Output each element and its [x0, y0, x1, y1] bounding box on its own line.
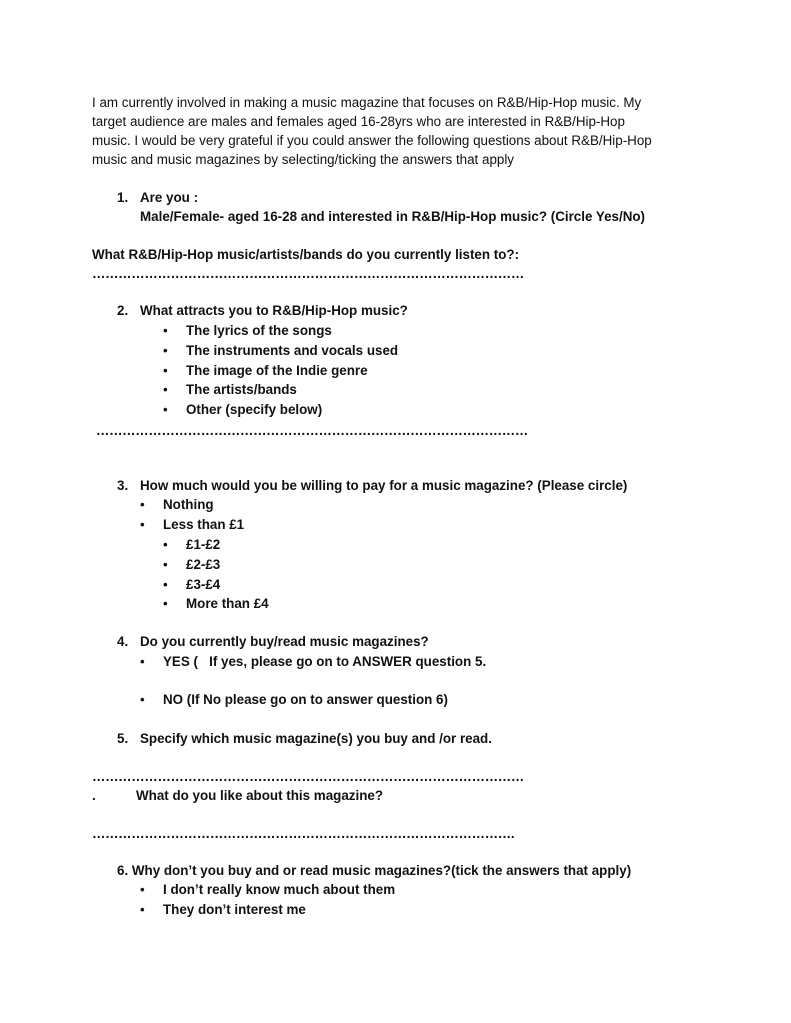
- q2-option-artists[interactable]: • The artists/bands: [186, 381, 297, 399]
- q1-detail: Male/Female- aged 16-28 and interested in R&B/Hip-Hop music? (Circle Yes/No): [140, 209, 646, 224]
- q2-option-other[interactable]: • Other (specify below): [186, 401, 322, 419]
- q3-number: 3.: [117, 478, 129, 493]
- q6-option-no-interest[interactable]: • They don’t interest me: [163, 901, 306, 919]
- q3-option-nothing[interactable]: • Nothing: [163, 496, 214, 514]
- intro-line-2: target audience are males and females aged 16-28yrs who are interested in R&B/Hip-Hop: [92, 114, 625, 129]
- q5-question: Specify which music magazine(s) you buy and /or read.: [140, 731, 492, 746]
- q4-number: 4.: [117, 634, 129, 649]
- q1-number: 1.: [117, 190, 129, 205]
- listen-question: What R&B/Hip-Hop music/artists/bands do you currently listen to?:: [92, 247, 520, 262]
- q3-option-less-than-1[interactable]: • Less than £1: [163, 516, 244, 534]
- q4-option-yes[interactable]: • YES ( If yes, please go on to ANSWER question 5.: [163, 653, 486, 671]
- q2-question: What attracts you to R&B/Hip-Hop music?: [140, 303, 408, 318]
- intro-line-4: music and music magazines by selecting/ticking the answers that apply: [92, 152, 515, 167]
- q5-sub-question: What do you like about this magazine?: [136, 788, 384, 803]
- q5-answer-line[interactable]: ………………………………………………………………………………………: [92, 769, 524, 784]
- q2-number: 2.: [117, 303, 129, 318]
- q2-option-instruments[interactable]: • The instruments and vocals used: [186, 342, 398, 360]
- q3-option-3-4[interactable]: • £3-£4: [186, 576, 220, 594]
- intro-line-1: I am currently involved in making a music magazine that focuses on R&B/Hip-Hop music. My: [92, 95, 642, 110]
- q6-option-dont-know[interactable]: • I don’t really know much about them: [163, 881, 395, 899]
- q1-question: Are you :: [140, 190, 199, 205]
- q4-question: Do you currently buy/read music magazines?: [140, 634, 429, 649]
- q2-option-image[interactable]: • The image of the Indie genre: [186, 362, 368, 380]
- q6-question: 6. Why don’t you buy and or read music magazines?(tick the answers that apply): [117, 863, 632, 878]
- q3-option-2-3[interactable]: • £2-£3: [186, 556, 220, 574]
- listen-answer-line[interactable]: ………………………………………………………………………………………: [92, 266, 524, 281]
- q5-sub-marker: .: [92, 788, 96, 803]
- q3-option-1-2[interactable]: • £1-£2: [186, 536, 220, 554]
- q3-option-more-than-4[interactable]: • More than £4: [186, 595, 269, 613]
- q5-number: 5.: [117, 731, 129, 746]
- q4-option-no[interactable]: • NO (If No please go on to answer question 6): [163, 691, 448, 709]
- intro-line-3: music. I would be very grateful if you could answer the following questions about R&B/Hip-Hop: [92, 133, 652, 148]
- q5-like-answer-line[interactable]: …………………………………………………………………………………….: [92, 826, 515, 841]
- q2-option-lyrics[interactable]: • The lyrics of the songs: [186, 322, 332, 340]
- q2-answer-line[interactable]: ………………………………………………………………………………………: [96, 423, 528, 438]
- q3-question: How much would you be willing to pay for a music magazine? (Please circle): [140, 478, 628, 493]
